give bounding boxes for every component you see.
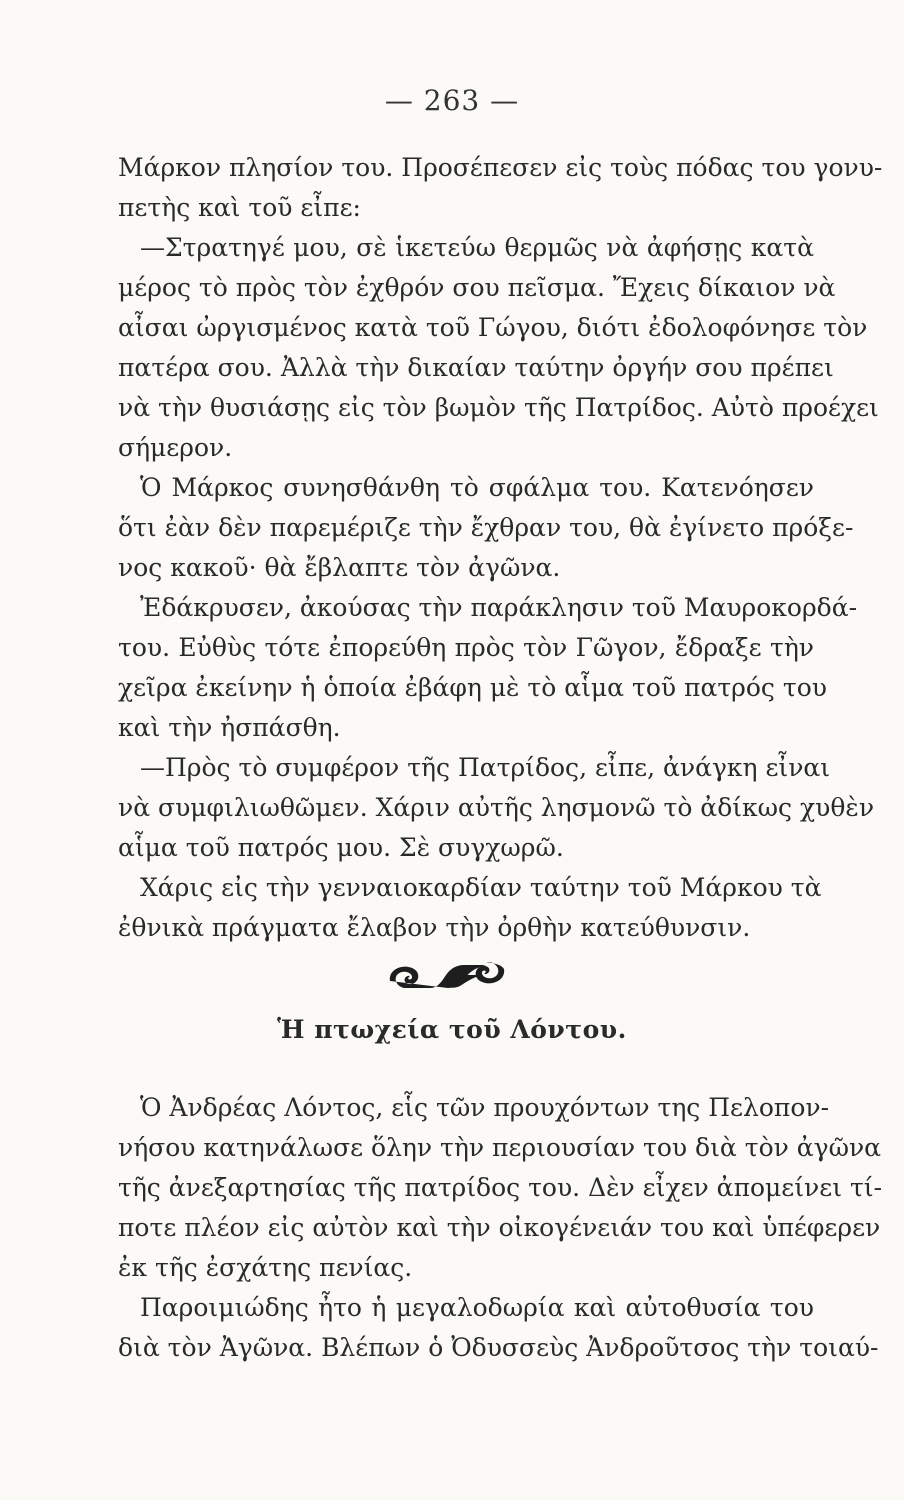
text-line: ἐθνικὰ πράγματα ἔλαβον τὴν ὀρθὴν κατεύθυνσιν. bbox=[118, 913, 751, 942]
text-line: καὶ τὴν ἠσπάσθη. bbox=[118, 713, 341, 742]
text-line: αἷμα τοῦ πατρός μου. Σὲ συγχωρῶ. bbox=[118, 833, 564, 862]
text-line: Παροιμιώδης ἦτο ἡ μεγαλοδωρία καὶ αὐτοθυσία του bbox=[140, 1293, 814, 1322]
page-number: — 263 — bbox=[384, 84, 520, 117]
text-line: Μάρκον πλησίον του. Προσέπεσεν εἰς τοὺς πόδας του γονυ- bbox=[118, 153, 883, 182]
text-line: νὰ συμφιλιωθῶμεν. Χάριν αὐτῆς λησμονῶ τὸ ἀδίκως χυθὲν bbox=[118, 793, 875, 822]
text-line: χεῖρα ἐκείνην ἡ ὁποία ἐβάφη μὲ τὸ αἷμα τοῦ πατρός του bbox=[118, 673, 827, 702]
text-line: —Πρὸς τὸ συμφέρον τῆς Πατρίδος, εἶπε, ἀνάγκη εἶναι bbox=[140, 753, 831, 782]
text-line: νήσου κατηνάλωσε ὅλην τὴν περιουσίαν του διὰ τὸν ἀγῶνα bbox=[118, 1133, 882, 1162]
text-line: νὰ τὴν θυσιάσῃς εἰς τὸν βωμὸν τῆς Πατρίδος. Αὐτὸ προέχει bbox=[118, 393, 879, 422]
text-line: ἐκ τῆς ἐσχάτης πενίας. bbox=[118, 1253, 413, 1282]
text-line: τῆς ἀνεξαρτησίας τῆς πατρίδος του. Δὲν εἶχεν ἀπομείνει τί- bbox=[118, 1173, 883, 1202]
text-line: μέρος τὸ πρὸς τὸν ἐχθρόν σου πεῖσμα. Ἔχεις δίκαιον νὰ bbox=[118, 273, 836, 302]
text-block-lower bbox=[118, 1088, 883, 1368]
text-line: —Στρατηγέ μου, σὲ ἱκετεύω θερμῶς νὰ ἀφήσῃς κατὰ bbox=[140, 233, 814, 262]
text-line: ὅτι ἐὰν δὲν παρεμέριζε τὴν ἔχθραν του, θὰ ἐγίνετο πρόξε- bbox=[118, 513, 854, 542]
text-line: Ὁ Ἀνδρέας Λόντος, εἷς τῶν προυχόντων της Πελοπον- bbox=[140, 1093, 830, 1122]
text-line: του. Εὐθὺς τότε ἐπορεύθη πρὸς τὸν Γῶγον, ἔδραξε τὴν bbox=[118, 633, 814, 662]
text-line: Ἐδάκρυσεν, ἀκούσας τὴν παράκλησιν τοῦ Μαυροκορδά- bbox=[140, 593, 858, 622]
section-title: Ἡ πτωχεία τοῦ Λόντου. bbox=[277, 1015, 627, 1044]
text-line: ποτε πλέον εἰς αὐτὸν καὶ τὴν οἰκογένειάν του καὶ ὑπέφερεν bbox=[118, 1213, 881, 1242]
text-line: νος κακοῦ· θὰ ἔβλαπτε τὸν ἀγῶνα. bbox=[118, 553, 561, 582]
text-line: σήμερον. bbox=[118, 433, 233, 462]
text-line: αἶσαι ὠργισμένος κατὰ τοῦ Γώγου, διότι ἐδολοφόνησε τὸν bbox=[118, 313, 868, 342]
text-line: Ὁ Μάρκος συνησθάνθη τὸ σφάλμα του. Κατενόησεν bbox=[140, 473, 814, 502]
text-block-upper bbox=[118, 148, 883, 948]
text-line: διὰ τὸν Ἀγῶνα. Βλέπων ὁ Ὀδυσσεὺς Ἀνδροῦτσος τὴν τοιαύ- bbox=[118, 1333, 879, 1362]
text-line: πετὴς καὶ τοῦ εἶπε: bbox=[118, 193, 361, 222]
text-line: Χάρις εἰς τὴν γενναιοκαρδίαν ταύτην τοῦ Μάρκου τὰ bbox=[140, 873, 822, 902]
ornament-divider-icon bbox=[382, 955, 512, 995]
text-line: πατέρα σου. Ἀλλὰ τὴν δικαίαν ταύτην ὀργήν σου πρέπει bbox=[118, 353, 834, 382]
